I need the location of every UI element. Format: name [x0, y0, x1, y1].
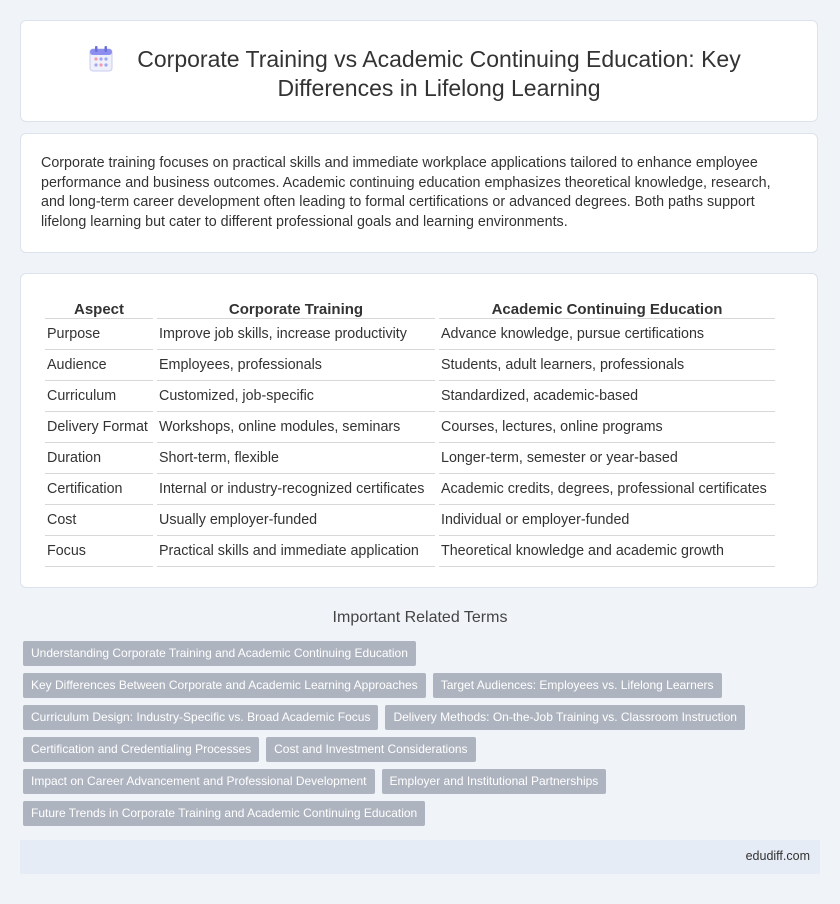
table-cell: Courses, lectures, online programs	[439, 412, 775, 443]
table-cell: Focus	[45, 536, 153, 567]
related-terms-list	[23, 641, 813, 833]
related-term-tag[interactable]: Employer and Institutional Partnerships	[382, 769, 607, 794]
table-row	[45, 350, 775, 381]
table-cell: Improve job skills, increase productivity	[157, 319, 435, 350]
table-cell: Academic credits, degrees, professional certificates	[439, 474, 775, 505]
table-cell: Short-term, flexible	[157, 443, 435, 474]
column-header-aspect: Aspect	[45, 296, 153, 319]
footer	[20, 840, 820, 874]
table-cell: Theoretical knowledge and academic growth	[439, 536, 775, 567]
table-row	[45, 443, 775, 474]
related-term-tag[interactable]: Cost and Investment Considerations	[266, 737, 475, 762]
table-row	[45, 536, 775, 567]
intro-paragraph: Corporate training focuses on practical skills and immediate workplace applications tailored to enhance employee performance and business outcomes. Academic continuing education emphasizes theoretical knowledge, research, and long-term career development often leading to formal certifications or advanced degrees. Both paths support lifelong learning but cater to different professional goals and learning environments.	[41, 155, 771, 231]
table-header-row	[45, 296, 775, 319]
table-cell: Standardized, academic-based	[439, 381, 775, 412]
table-cell: Usually employer-funded	[157, 505, 435, 536]
table-cell: Curriculum	[45, 381, 153, 412]
related-term-tag[interactable]: Future Trends in Corporate Training and Academic Continuing Education	[23, 801, 425, 826]
title-card	[20, 20, 818, 122]
table-cell: Duration	[45, 443, 153, 474]
table-row	[45, 412, 775, 443]
table-cell: Purpose	[45, 319, 153, 350]
intro-card	[20, 133, 818, 253]
table-cell: Longer-term, semester or year-based	[439, 443, 775, 474]
table-row	[45, 319, 775, 350]
table-cell: Delivery Format	[45, 412, 153, 443]
related-term-tag[interactable]: Certification and Credentialing Processes	[23, 737, 259, 762]
table-cell: Internal or industry-recognized certificates	[157, 474, 435, 505]
related-term-tag[interactable]: Delivery Methods: On-the-Job Training vs. Classroom Instruction	[385, 705, 744, 730]
related-term-tag[interactable]: Impact on Career Advancement and Professional Development	[23, 769, 375, 794]
column-header-corporate: Corporate Training	[157, 296, 435, 319]
table-cell: Students, adult learners, professionals	[439, 350, 775, 381]
comparison-card	[20, 273, 818, 588]
related-term-tag[interactable]: Target Audiences: Employees vs. Lifelong Learners	[433, 673, 722, 698]
column-header-academic: Academic Continuing Education	[439, 296, 775, 319]
comparison-table	[41, 296, 779, 567]
table-cell: Audience	[45, 350, 153, 381]
table-cell: Cost	[45, 505, 153, 536]
table-row	[45, 474, 775, 505]
table-cell: Employees, professionals	[157, 350, 435, 381]
table-cell: Customized, job-specific	[157, 381, 435, 412]
table-cell: Workshops, online modules, seminars	[157, 412, 435, 443]
table-cell: Individual or employer-funded	[439, 505, 775, 536]
page-title: Corporate Training vs Academic Continuing Education: Key Differences in Lifelong Learning	[137, 46, 741, 101]
related-term-tag[interactable]: Curriculum Design: Industry-Specific vs. Broad Academic Focus	[23, 705, 378, 730]
related-term-tag[interactable]: Key Differences Between Corporate and Academic Learning Approaches	[23, 673, 426, 698]
footer-site-link[interactable]: edudiff.com	[745, 849, 810, 863]
table-cell: Advance knowledge, pursue certifications	[439, 319, 775, 350]
table-cell: Practical skills and immediate application	[157, 536, 435, 567]
related-terms-heading: Important Related Terms	[332, 609, 508, 626]
table-cell: Certification	[45, 474, 153, 505]
related-term-tag[interactable]: Understanding Corporate Training and Academic Continuing Education	[23, 641, 416, 666]
table-row	[45, 505, 775, 536]
table-row	[45, 381, 775, 412]
